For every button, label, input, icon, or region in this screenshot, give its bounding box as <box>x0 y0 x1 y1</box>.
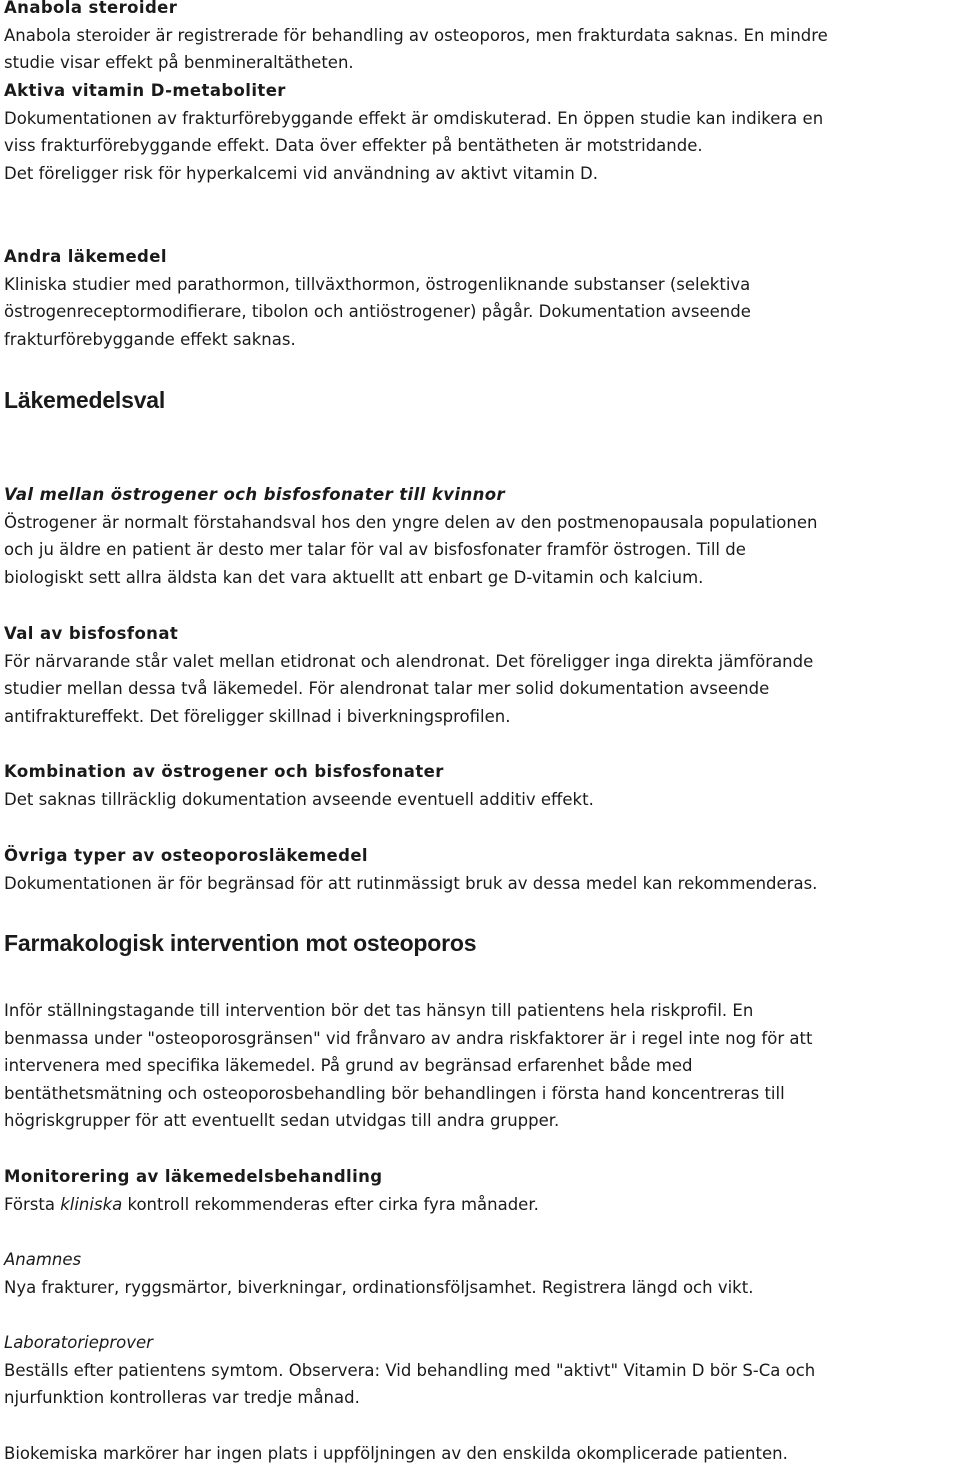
section-kombination <box>4 758 952 813</box>
paragraph-line: För närvarande står valet mellan etidronat och alendronat. Det föreligger inga direkta jämförande <box>4 651 814 671</box>
paragraph-line: njurfunktion kontrolleras var tredje månad. <box>4 1388 360 1408</box>
paragraph-line: Kliniska studier med parathormon, tillväxthormon, östrogenliknande substanser (selektiva <box>4 274 751 294</box>
paragraph-line: viss frakturförebyggande effekt. Data över effekter på bentätheten är motstridande. <box>4 136 703 156</box>
paragraph-line: intervenera med specifika läkemedel. På grund av begränsad erfarenhet både med <box>4 1056 693 1076</box>
subsection-heading: Laboratorieprover <box>4 1333 153 1352</box>
section-val-mellan <box>4 481 952 591</box>
paragraph-line: Det föreligger risk för hyperkalcemi vid användning av aktivt vitamin D. <box>4 163 598 183</box>
page-title: Läkemedelsval <box>4 387 166 413</box>
section-andra-lakemedel <box>4 243 952 353</box>
section-heading: Andra läkemedel <box>4 247 167 266</box>
paragraph-line: bentäthetsmätning och osteoporosbehandling bör behandlingen i första hand koncentreras till <box>4 1083 785 1103</box>
section-farmakologisk-body <box>4 997 952 1135</box>
paragraph-line: Dokumentationen av frakturförebyggande effekt är omdiskuterad. En öppen studie kan indikera en <box>4 108 824 128</box>
paragraph-line: Inför ställningstagande till intervention bör det tas hänsyn till patientens hela riskprofil. En <box>4 1001 754 1020</box>
section-heading: Val mellan östrogener och bisfosfonater till kvinnor <box>4 485 506 504</box>
paragraph-line: Dokumentationen är för begränsad för att rutinmässigt bruk av dessa medel kan rekommenderas. <box>4 873 818 893</box>
section-ovriga-typer <box>4 842 952 897</box>
paragraph-line <box>4 1191 952 1219</box>
paragraph-line: Östrogener är normalt förstahandsval hos den yngre delen av den postmenopausala populationen <box>4 512 818 532</box>
section-anabola-steroider <box>4 0 952 77</box>
paragraph-line: studie visar effekt på benmineraltätheten. <box>4 53 354 73</box>
section-biokemiska-markorer <box>4 1440 952 1468</box>
section-heading: Monitorering av läkemedelsbehandling <box>4 1167 383 1186</box>
section-anamnes <box>4 1246 952 1301</box>
section-farmakologisk-intervention <box>4 928 952 958</box>
paragraph-line: och ju äldre en patient är desto mer talar för val av bisfosfonater framför östrogen. Till de <box>4 540 746 560</box>
paragraph-line: östrogenreceptormodifierare, tibolon och antiöstrogener) pågår. Dokumentation avseende <box>4 302 751 322</box>
section-heading: Kombination av östrogener och bisfosfonater <box>4 762 444 781</box>
page-title: Farmakologisk intervention mot osteoporos <box>4 930 477 956</box>
section-aktiva-vitamin-d <box>4 77 952 187</box>
paragraph-line: Nya frakturer, ryggsmärtor, biverkningar, ordinationsföljsamhet. Registrera längd och vikt. <box>4 1277 754 1297</box>
section-heading: Aktiva vitamin D-metaboliter <box>4 81 286 100</box>
paragraph-line: benmassa under "osteoporosgränsen" vid frånvaro av andra riskfaktorer är i regel inte nog för att <box>4 1028 813 1048</box>
section-val-av-bisfosfonat <box>4 620 952 730</box>
paragraph-line: Biokemiska markörer har ingen plats i uppföljningen av den enskilda okomplicerade patienten. <box>4 1444 788 1463</box>
section-monitorering <box>4 1163 952 1218</box>
paragraph-line: biologiskt sett allra äldsta kan det vara aktuellt att enbart ge D-vitamin och kalcium. <box>4 567 704 587</box>
paragraph-line: Anabola steroider är registrerade för behandling av osteoporos, men frakturdata saknas. En mindre <box>4 25 828 45</box>
section-heading: Övriga typer av osteoporosläkemedel <box>4 846 368 865</box>
text-run: kontroll rekommenderas efter cirka fyra månader. <box>122 1194 539 1214</box>
paragraph-line: frakturförebyggande effekt saknas. <box>4 329 296 349</box>
paragraph-line: högriskgrupper för att eventuellt sedan utvidgas till andra grupper. <box>4 1111 560 1131</box>
section-laboratorieprover <box>4 1329 952 1412</box>
paragraph-line: Det saknas tillräcklig dokumentation avseende eventuell additiv effekt. <box>4 789 594 809</box>
section-heading: Val av bisfosfonat <box>4 624 179 643</box>
paragraph-line: studier mellan dessa två läkemedel. För alendronat talar mer solid dokumentation avseende <box>4 679 770 699</box>
section-lakemedelsval <box>4 385 952 415</box>
subsection-heading: Anamnes <box>4 1250 82 1269</box>
emphasis-text: kliniska <box>60 1194 123 1214</box>
paragraph-line: antifraktureffekt. Det föreligger skillnad i biverkningsprofilen. <box>4 706 511 726</box>
section-heading: Anabola steroider <box>4 0 178 17</box>
text-run: Första <box>4 1194 61 1214</box>
paragraph-line: Beställs efter patientens symtom. Observera: Vid behandling med "aktivt" Vitamin D bör S-Ca och <box>4 1360 816 1380</box>
